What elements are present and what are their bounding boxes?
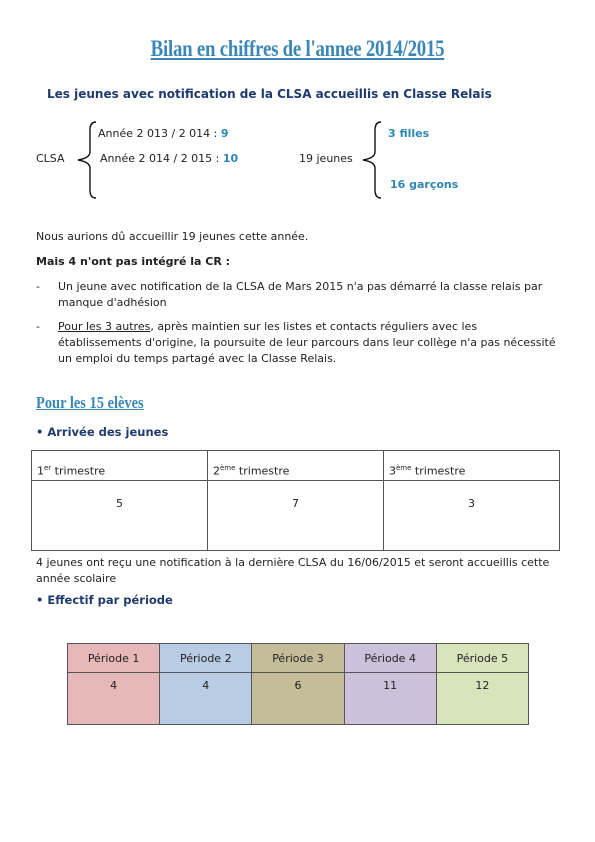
table-row: [68, 673, 529, 725]
period-header-cell: Période 2: [160, 644, 252, 673]
period-header-cell: Période 3: [252, 644, 344, 673]
boys-count: 16 garçons: [390, 178, 459, 191]
year1-value: 9: [220, 127, 229, 140]
table-row: [68, 644, 529, 673]
year2-label: Année 2 014 / 2 015 :: [100, 152, 223, 165]
year1-label: Année 2 013 / 2 014 :: [98, 127, 221, 140]
total-jeunes: 19 jeunes: [299, 152, 353, 165]
list-item: [36, 319, 558, 367]
periods-heading-text: Effectif par période: [47, 593, 173, 607]
year2-line: [100, 152, 238, 165]
arrivals-heading-text: Arrivée des jeunes: [47, 425, 169, 439]
bullet-text-1: Un jeune avec notification de la CLSA de Mars 2015 n'a pas démarré la classe relais par manque d'adhésion: [58, 280, 543, 309]
bullet-text-2-underlined: Pour les 3 autres: [58, 320, 151, 333]
table-header-cell: 2ème trimestre: [208, 451, 384, 481]
table-row: [32, 451, 560, 481]
period-value-cell: 4: [160, 673, 252, 725]
table-cell: 3: [384, 481, 560, 551]
periods-heading: [36, 593, 173, 607]
para-not-integrated: Mais 4 n'ont pas intégré la CR :: [36, 255, 231, 268]
clsa-label: CLSA: [36, 152, 65, 165]
section-heading: Pour les 15 elèves: [36, 393, 144, 412]
list-item: [36, 279, 558, 311]
period-value-cell: 11: [344, 673, 436, 725]
year1-line: [98, 127, 229, 140]
period-header-cell: Période 1: [68, 644, 160, 673]
period-header-cell: Période 4: [344, 644, 436, 673]
table-cell: 5: [32, 481, 208, 551]
dash-icon: -: [36, 280, 40, 293]
year2-value: 10: [222, 152, 239, 165]
para-expected: Nous aurions dû accueillir 19 jeunes cette année.: [36, 230, 309, 243]
period-value-cell: 12: [436, 673, 528, 725]
girls-count: 3 filles: [388, 127, 430, 140]
page-title: Bilan en chiffres de l'annee 2014/2015: [150, 36, 445, 61]
para-notification: 4 jeunes ont reçu une notification à la dernière CLSA du 16/06/2015 et seront accueillis cette année scolaire: [36, 556, 550, 585]
arrivals-heading: [36, 425, 168, 439]
period-value-cell: 4: [68, 673, 160, 725]
table-row: [32, 481, 560, 551]
table-header-cell: 3ème trimestre: [384, 451, 560, 481]
bullet-dot-icon: •: [36, 593, 48, 607]
period-header-cell: Période 5: [436, 644, 528, 673]
right-brace: [355, 118, 385, 202]
table-header-cell: 1er trimestre: [32, 451, 208, 481]
table-cell: 7: [208, 481, 384, 551]
dash-icon: -: [36, 320, 40, 333]
bullet-dot-icon: •: [36, 425, 48, 439]
periods-table: [67, 643, 529, 725]
arrivals-table: [31, 450, 560, 551]
left-brace: [70, 118, 100, 202]
period-value-cell: 6: [252, 673, 344, 725]
subtitle: Les jeunes avec notification de la CLSA accueillis en Classe Relais: [47, 87, 492, 101]
bullet-text-2: , après maintien sur les listes et contacts réguliers avec les établissements d'origine, la poursuite de leur parcours dans leur collège n'a pas nécessité un emploi du temps partagé avec la Classe Relais.: [58, 320, 556, 365]
